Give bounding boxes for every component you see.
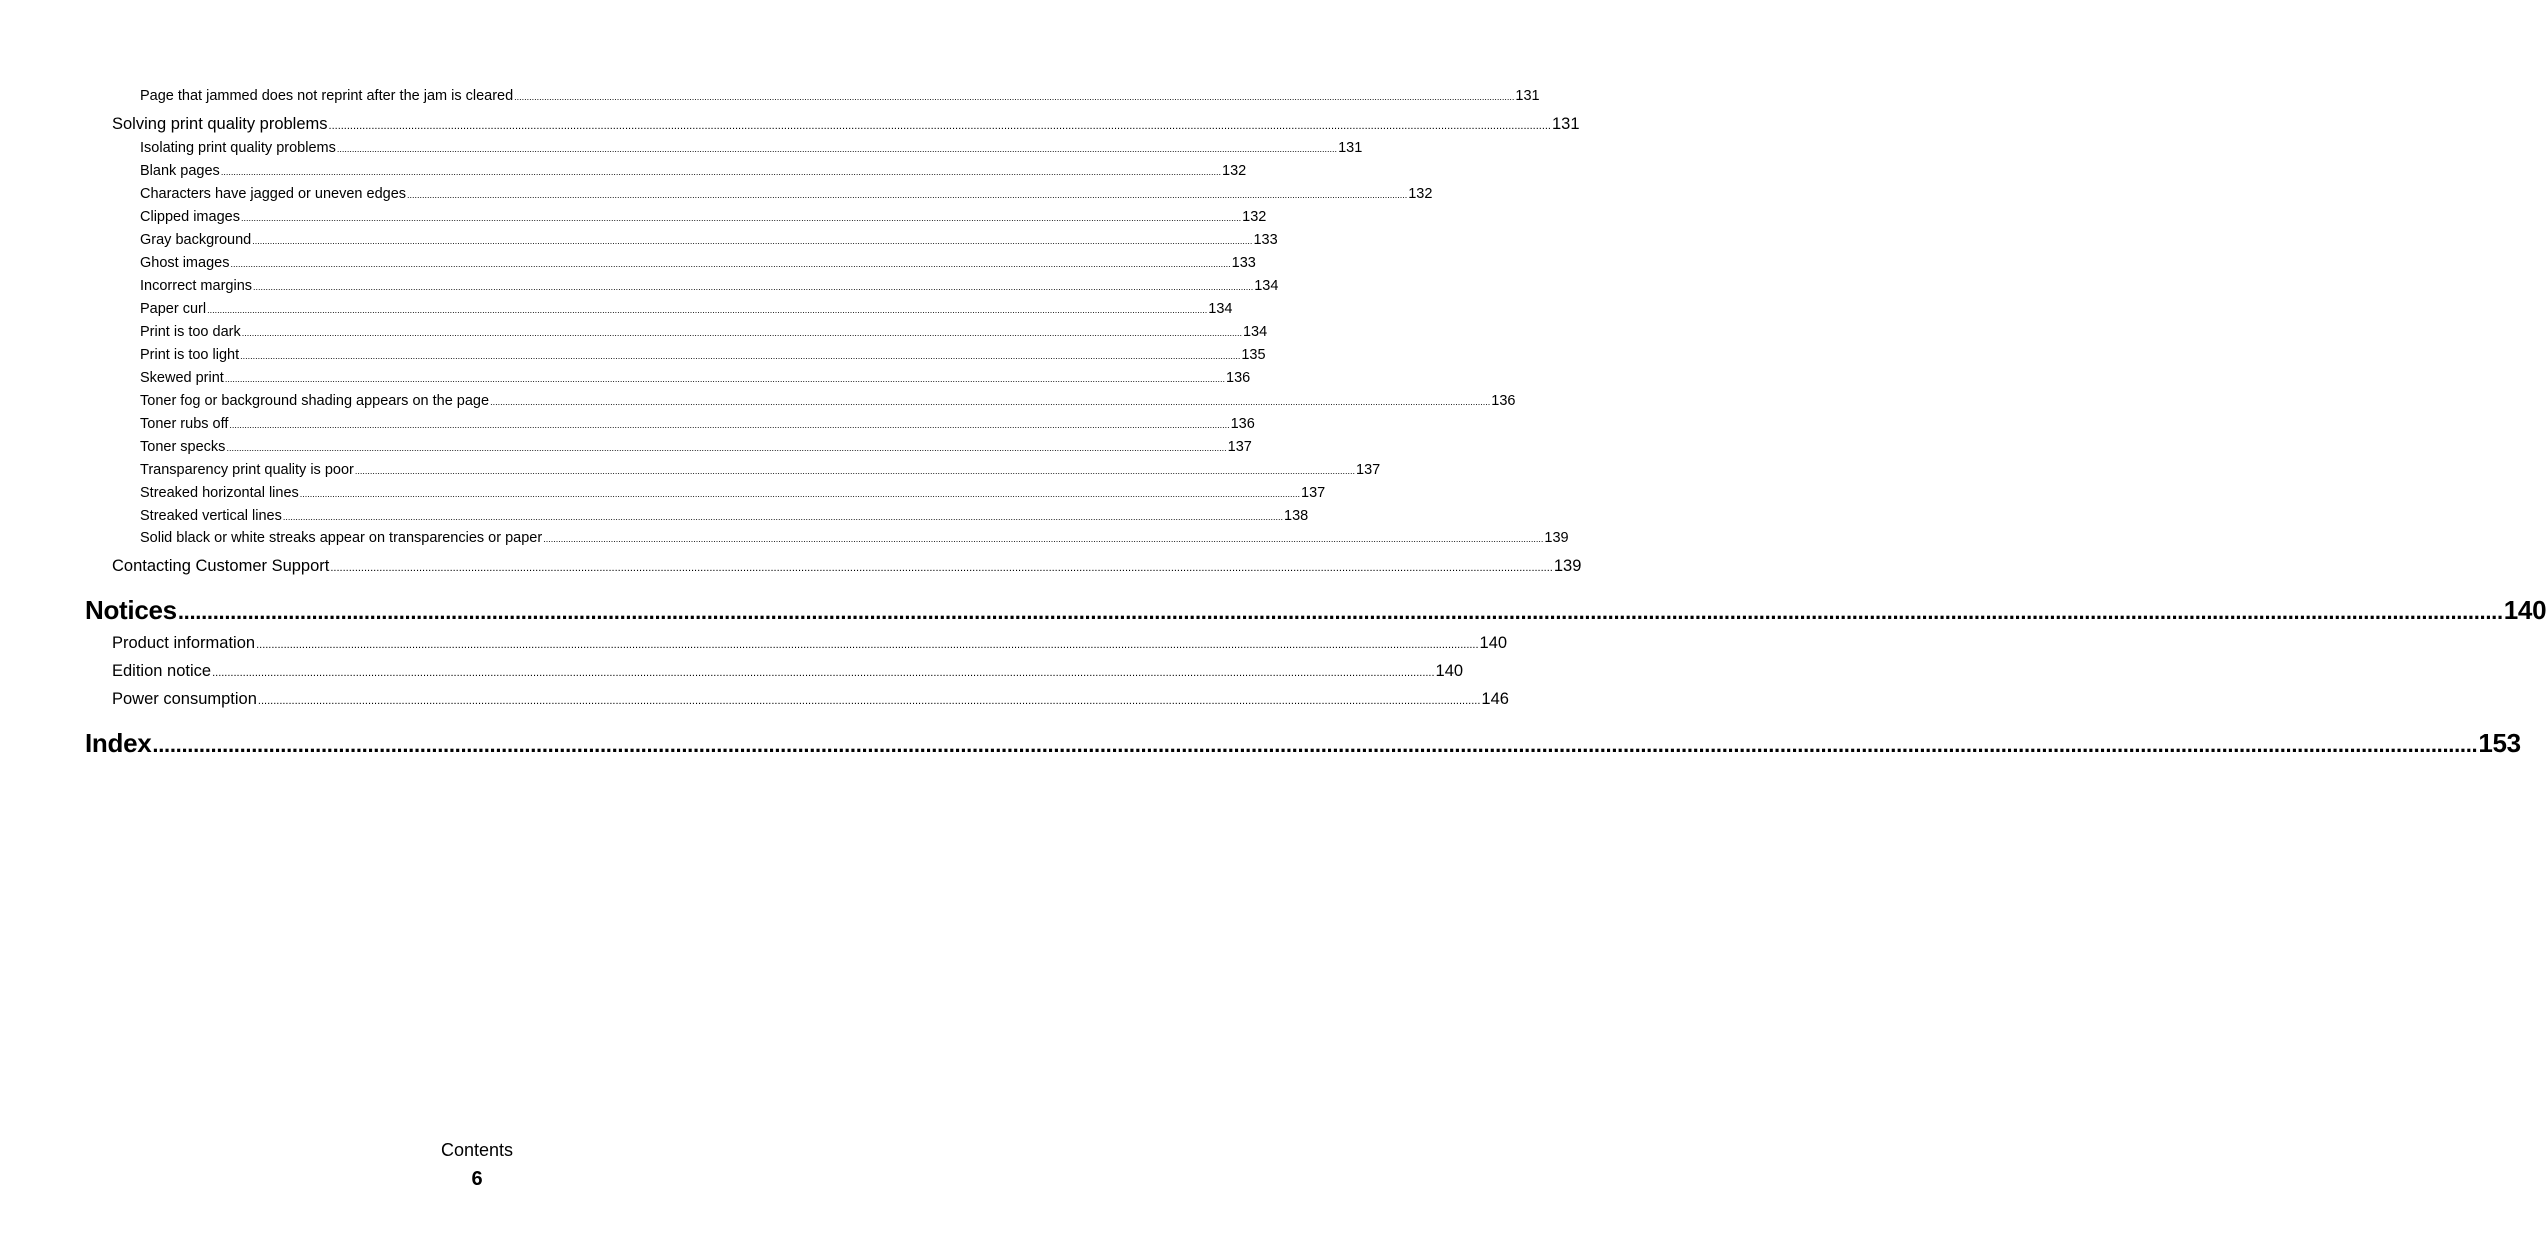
- toc-entry-title: Clipped images: [140, 209, 240, 225]
- toc-section[interactable]: [112, 632, 1508, 654]
- dot-leader: ................................................................................................................................................................................................................................................................................................................................................................................................................: [241, 328, 1242, 338]
- toc-entry-title: Power consumption: [112, 690, 257, 708]
- toc-section[interactable]: [112, 688, 1509, 710]
- toc-entry-page: 136: [1491, 393, 1516, 409]
- toc-subsection[interactable]: [140, 207, 1267, 227]
- toc-subsection[interactable]: [140, 437, 1252, 457]
- toc-entry-page: 146: [1481, 690, 1509, 708]
- toc-entry-title: Gray background: [140, 232, 252, 248]
- toc-entry-title: Skewed print: [140, 370, 224, 386]
- dot-leader: ................................................................................................................................................................................................................................................................................................................................................................................................................: [257, 695, 1481, 707]
- toc-entry-page: 132: [1222, 163, 1247, 179]
- dot-leader: ................................................................................................................................................................................................................................................................................................................................................................................................................: [256, 639, 1479, 651]
- toc-subsection[interactable]: [140, 506, 1309, 526]
- dot-leader: ................................................................................................................................................................................................................................................................................................................................................................................................................: [330, 562, 1553, 574]
- toc-entry-title: Streaked horizontal lines: [140, 485, 299, 501]
- dot-leader: ................................................................................................................................................................................................................................................................................................................................................................................................................: [229, 420, 1230, 430]
- dot-leader: ................................................................................................................................................................................................................................................................................................................................................................................................................: [282, 512, 1284, 522]
- dot-leader: ................................................................................................................................................................................................................................................................................................................................................................................................................: [407, 190, 1408, 200]
- dot-leader: ................................................................................................................................................................................................................................................................................................................................................................................................................: [253, 282, 1254, 292]
- dot-leader: ................................................................................................................................................................................................................................................................................................................................................................................................................: [490, 397, 1491, 407]
- toc-entry-page: 131: [1515, 88, 1540, 104]
- toc-entry-page: 139: [1544, 530, 1569, 546]
- dot-leader: ................................................................................................................................................................................................................................................................................................................................................................................................................: [177, 599, 2503, 624]
- toc-subsection[interactable]: [140, 299, 1233, 319]
- toc-entry-page: 136: [1226, 370, 1251, 386]
- toc-section[interactable]: [112, 113, 1580, 135]
- toc-subsection[interactable]: [140, 184, 1433, 204]
- toc-entry-page: 140: [1435, 662, 1464, 680]
- toc-entry-page: 138: [1284, 508, 1309, 524]
- toc-entry-page: 139: [1553, 557, 1582, 575]
- toc-section[interactable]: [112, 660, 1464, 682]
- toc-entry-page: 153: [2478, 728, 2521, 758]
- toc-subsection[interactable]: [140, 414, 1255, 434]
- toc-subsection[interactable]: [140, 276, 1279, 296]
- toc-entry-title: Page that jammed does not reprint after the jam is cleared: [140, 88, 514, 104]
- toc-entry-title: Index: [85, 728, 152, 758]
- toc-entry-title: Streaked vertical lines: [140, 508, 282, 524]
- dot-leader: ................................................................................................................................................................................................................................................................................................................................................................................................................: [336, 144, 1338, 154]
- toc-chapter[interactable]: [85, 726, 2521, 760]
- toc-entry-page: 131: [1552, 115, 1580, 133]
- toc-subsection[interactable]: [140, 230, 1278, 250]
- toc-subsection[interactable]: [140, 391, 1516, 411]
- dot-leader: ................................................................................................................................................................................................................................................................................................................................................................................................................: [226, 443, 1227, 453]
- toc-subsection[interactable]: [140, 253, 1256, 273]
- toc-entry-title: Notices: [85, 595, 177, 625]
- dot-leader: ................................................................................................................................................................................................................................................................................................................................................................................................................: [207, 305, 1208, 315]
- dot-leader: ................................................................................................................................................................................................................................................................................................................................................................................................................: [252, 236, 1253, 246]
- toc-entry-title: Edition notice: [112, 662, 212, 680]
- dot-leader: ................................................................................................................................................................................................................................................................................................................................................................................................................: [220, 167, 1222, 177]
- dot-leader: ................................................................................................................................................................................................................................................................................................................................................................................................................: [230, 259, 1231, 269]
- toc-entry-page: 136: [1230, 416, 1255, 432]
- dot-leader: ................................................................................................................................................................................................................................................................................................................................................................................................................: [543, 534, 1544, 544]
- toc-entry-page: 133: [1231, 255, 1256, 271]
- toc-entry-title: Contacting Customer Support: [112, 557, 330, 575]
- toc-entry-title: Transparency print quality is poor: [140, 462, 354, 478]
- toc-subsection[interactable]: [140, 368, 1251, 388]
- toc-entry-title: Incorrect margins: [140, 278, 253, 294]
- toc-entry-title: Isolating print quality problems: [140, 140, 336, 156]
- toc-entry-page: 132: [1242, 209, 1267, 225]
- toc-entry-title: Paper curl: [140, 301, 207, 317]
- toc-subsection[interactable]: [140, 483, 1326, 503]
- dot-leader: ................................................................................................................................................................................................................................................................................................................................................................................................................: [224, 374, 1226, 384]
- toc-entry-page: 135: [1241, 347, 1266, 363]
- toc-subsection[interactable]: [140, 86, 1540, 106]
- toc-subsection[interactable]: [140, 138, 1363, 158]
- toc-entry-page: 137: [1356, 462, 1381, 478]
- toc-entry-page: 140: [1479, 634, 1508, 652]
- toc-entry-page: 137: [1227, 439, 1252, 455]
- toc-entry-title: Blank pages: [140, 163, 220, 179]
- toc-entry-title: Ghost images: [140, 255, 230, 271]
- toc-subsection[interactable]: [140, 161, 1247, 181]
- toc-chapter[interactable]: [85, 593, 2546, 627]
- footer-page-number: 6: [471, 1168, 483, 1190]
- toc-entry-title: Solid black or white streaks appear on transparencies or paper: [140, 530, 543, 546]
- toc-entry-title: Print is too light: [140, 347, 240, 363]
- toc-entry-title: Toner specks: [140, 439, 226, 455]
- dot-leader: ................................................................................................................................................................................................................................................................................................................................................................................................................: [152, 732, 2478, 757]
- toc-entry-page: 133: [1253, 232, 1278, 248]
- toc-subsection[interactable]: [140, 322, 1268, 342]
- dot-leader: ................................................................................................................................................................................................................................................................................................................................................................................................................: [328, 120, 1551, 132]
- toc-entry-title: Solving print quality problems: [112, 115, 328, 133]
- toc-subsection[interactable]: [140, 345, 1266, 365]
- toc-subsection[interactable]: [140, 528, 1569, 548]
- toc-entry-page: 137: [1301, 485, 1326, 501]
- toc-entry-page: 134: [1242, 324, 1268, 340]
- dot-leader: ................................................................................................................................................................................................................................................................................................................................................................................................................: [299, 489, 1300, 499]
- toc-subsection[interactable]: [140, 460, 1381, 480]
- toc-entry-title: Characters have jagged or uneven edges: [140, 186, 407, 202]
- toc-entry-title: Toner fog or background shading appears on the page: [140, 393, 490, 409]
- dot-leader: ................................................................................................................................................................................................................................................................................................................................................................................................................: [240, 213, 1242, 223]
- toc-entry-page: 134: [1208, 301, 1233, 317]
- toc-entry-page: 131: [1338, 140, 1363, 156]
- dot-leader: ................................................................................................................................................................................................................................................................................................................................................................................................................: [240, 351, 1241, 361]
- toc-entry-title: Product information: [112, 634, 256, 652]
- dot-leader: ................................................................................................................................................................................................................................................................................................................................................................................................................: [514, 92, 1515, 102]
- toc-entry-page: 140: [2503, 595, 2546, 625]
- toc-entry-title: Print is too dark: [140, 324, 241, 340]
- dot-leader: ................................................................................................................................................................................................................................................................................................................................................................................................................: [212, 667, 1435, 679]
- toc-entry-title: Toner rubs off: [140, 416, 229, 432]
- toc-section[interactable]: [112, 555, 1582, 577]
- dot-leader: ................................................................................................................................................................................................................................................................................................................................................................................................................: [354, 466, 1356, 476]
- toc-entry-page: 134: [1254, 278, 1279, 294]
- footer-section-label: Contents: [440, 1140, 514, 1160]
- toc-entry-page: 132: [1408, 186, 1433, 202]
